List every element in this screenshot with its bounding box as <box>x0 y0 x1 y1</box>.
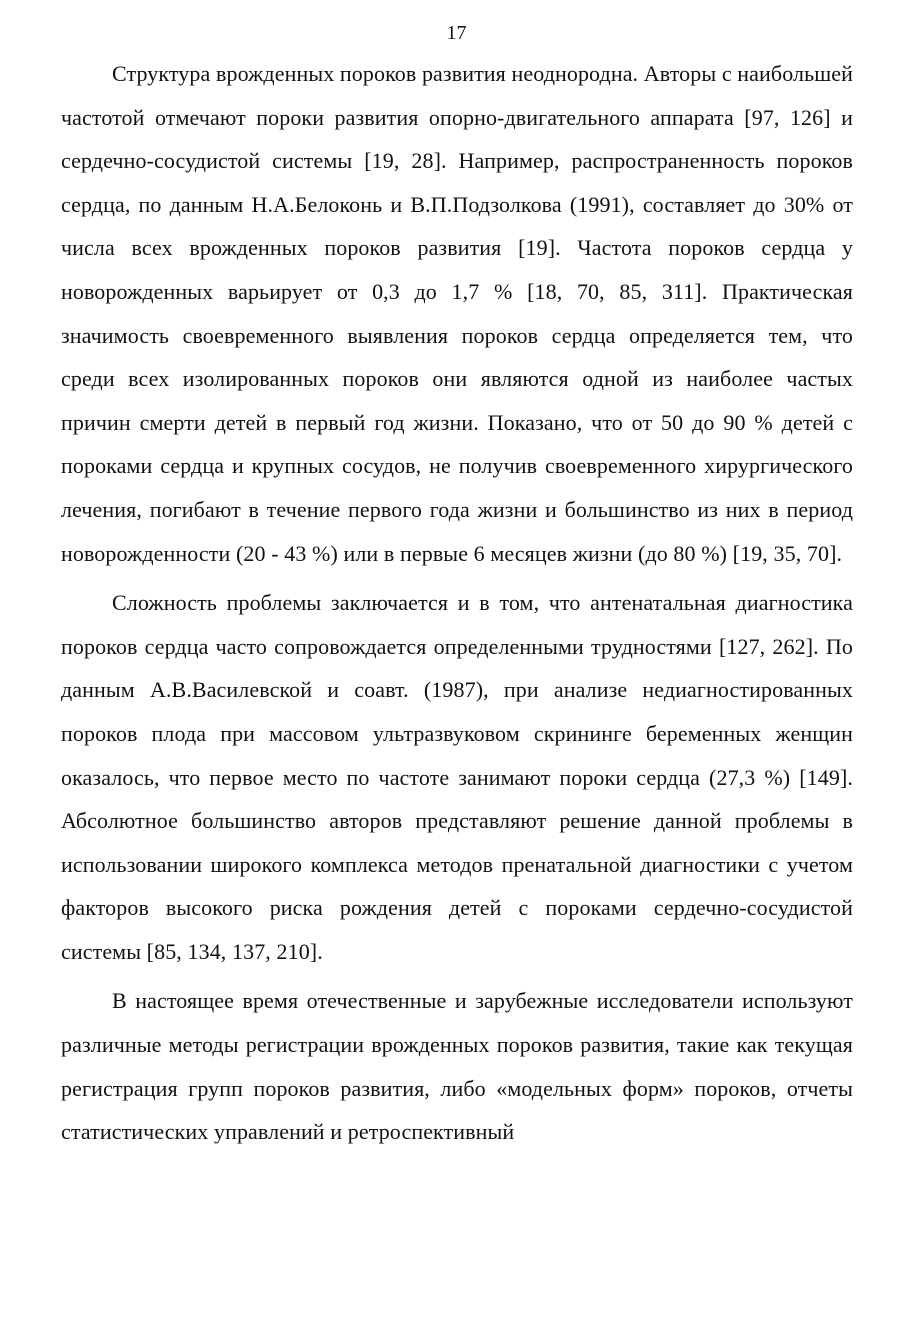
paragraph-malformation-structure: Структура врожденных пороков развития неоднородна. Авторы с наибольшей частотой отмечают пороки развития опорно-двигательного аппарата [97, 126] и сердечно-сосудистой системы [19, 28]. Например, распространенность пороков сердца, по данным Н.А.Белоконь и В.П.Подзолкова (1991), составляет до 30% от числа всех врожденных пороков развития [19]. Частота пороков сердца у новорожденных варьирует от 0,3 до 1,7 % [18, 70, 85, 311]. Практическая значимость своевременного выявления пороков сердца определяется тем, что среди всех изолированных пороков они являются одной из наиболее частых причин смерти детей в первый год жизни. Показано, что от 50 до 90 % детей с пороками сердца и крупных сосудов, не получив своевременного хирургического лечения, погибают в течение первого года жизни и большинство из них в период новорожденности (20 - 43 %) или в первые 6 месяцев жизни (до 80 %) [19, 35, 70]. <box>61 61 853 566</box>
paragraph-antenatal-diagnosis: Сложность проблемы заключается и в том, что антенатальная диагностика пороков сердца часто сопровождается определенными трудностями [127, 262]. По данным А.В.Василевской и соавт. (1987), при анализе недиагностированных пороков плода при массовом ультразвуковом скрининге беременных женщин оказалось, что первое место по частоте занимают пороки сердца (27,3 %) [149]. Абсолютное большинство авторов представляют решение данной проблемы в использовании широкого комплекса методов пренатальной диагностики с учетом факторов высокого риска рождения детей с пороками сердечно-сосудистой системы [85, 134, 137, 210]. <box>61 590 853 964</box>
page-number: 17 <box>446 22 467 44</box>
document-body <box>61 52 853 1154</box>
paragraph-registration-methods: В настоящее время отечественные и зарубежные исследователи используют различные методы регистрации врожденных пороков развития, такие как текущая регистрация групп пороков развития, либо «модельных форм» пороков, отчеты статистических управлений и ретроспективный <box>61 988 853 1145</box>
